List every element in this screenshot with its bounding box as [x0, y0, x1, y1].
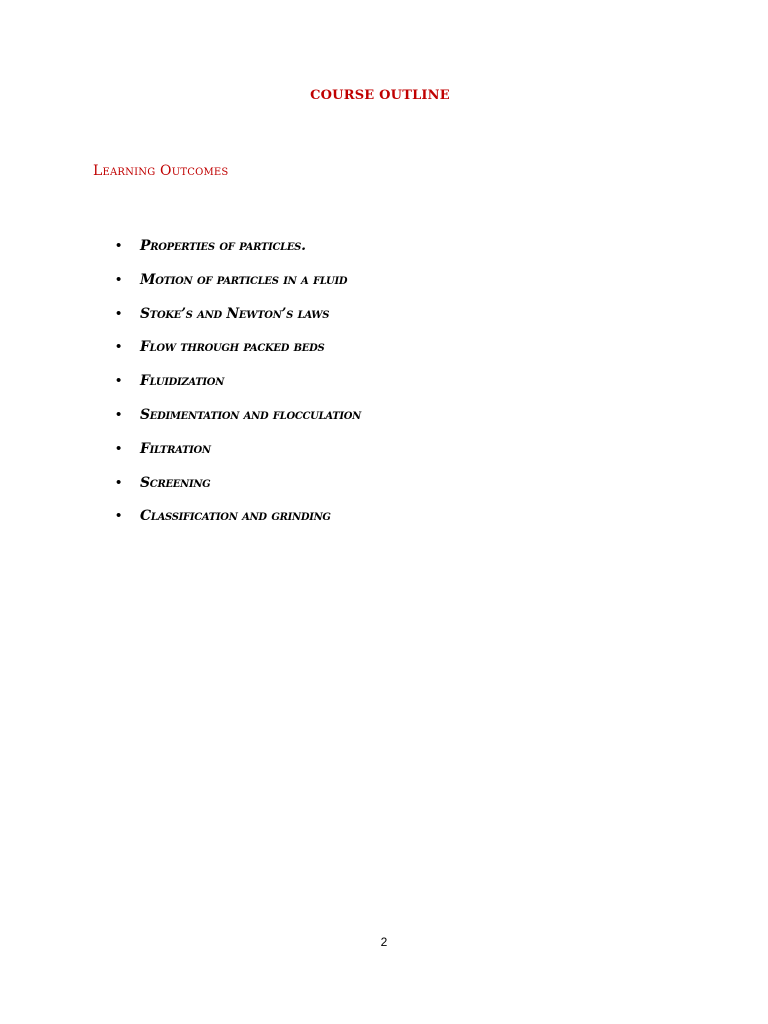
list-item — [116, 371, 361, 405]
list-item-text: Sedimentation and flocculation — [140, 406, 362, 423]
section-heading-learning-outcomes: Learning Outcomes — [93, 163, 229, 179]
list-item — [116, 405, 361, 439]
list-item-text: Classification and grinding — [140, 508, 331, 525]
list-item — [116, 506, 361, 540]
list-item-text: Motion of particles in a fluid — [140, 271, 348, 288]
bullet-icon: • — [116, 237, 122, 254]
list-item — [116, 337, 361, 371]
learning-outcomes-list — [116, 236, 361, 540]
list-item — [116, 270, 361, 304]
list-item — [116, 304, 361, 338]
list-item — [116, 236, 361, 270]
page-title: COURSE OUTLINE — [310, 88, 450, 103]
list-item — [116, 439, 361, 473]
bullet-icon: • — [116, 405, 122, 423]
bullet-icon: • — [116, 270, 122, 288]
page-number: 2 — [380, 935, 388, 949]
list-item-text: Screening — [140, 474, 211, 491]
list-item-text: Stoke’s and Newton’s laws — [140, 305, 330, 322]
bullet-icon: • — [116, 473, 122, 491]
list-item-text: Fluidization — [140, 373, 225, 390]
bullet-icon: • — [116, 338, 122, 356]
list-item-text: Filtration — [140, 440, 211, 457]
list-item — [116, 473, 361, 507]
bullet-icon: • — [116, 507, 122, 525]
bullet-icon: • — [116, 304, 122, 322]
list-item-text: Properties of particles. — [140, 238, 306, 254]
bullet-icon: • — [116, 439, 122, 457]
bullet-icon: • — [116, 372, 122, 390]
list-item-text: Flow through packed beds — [140, 339, 325, 356]
